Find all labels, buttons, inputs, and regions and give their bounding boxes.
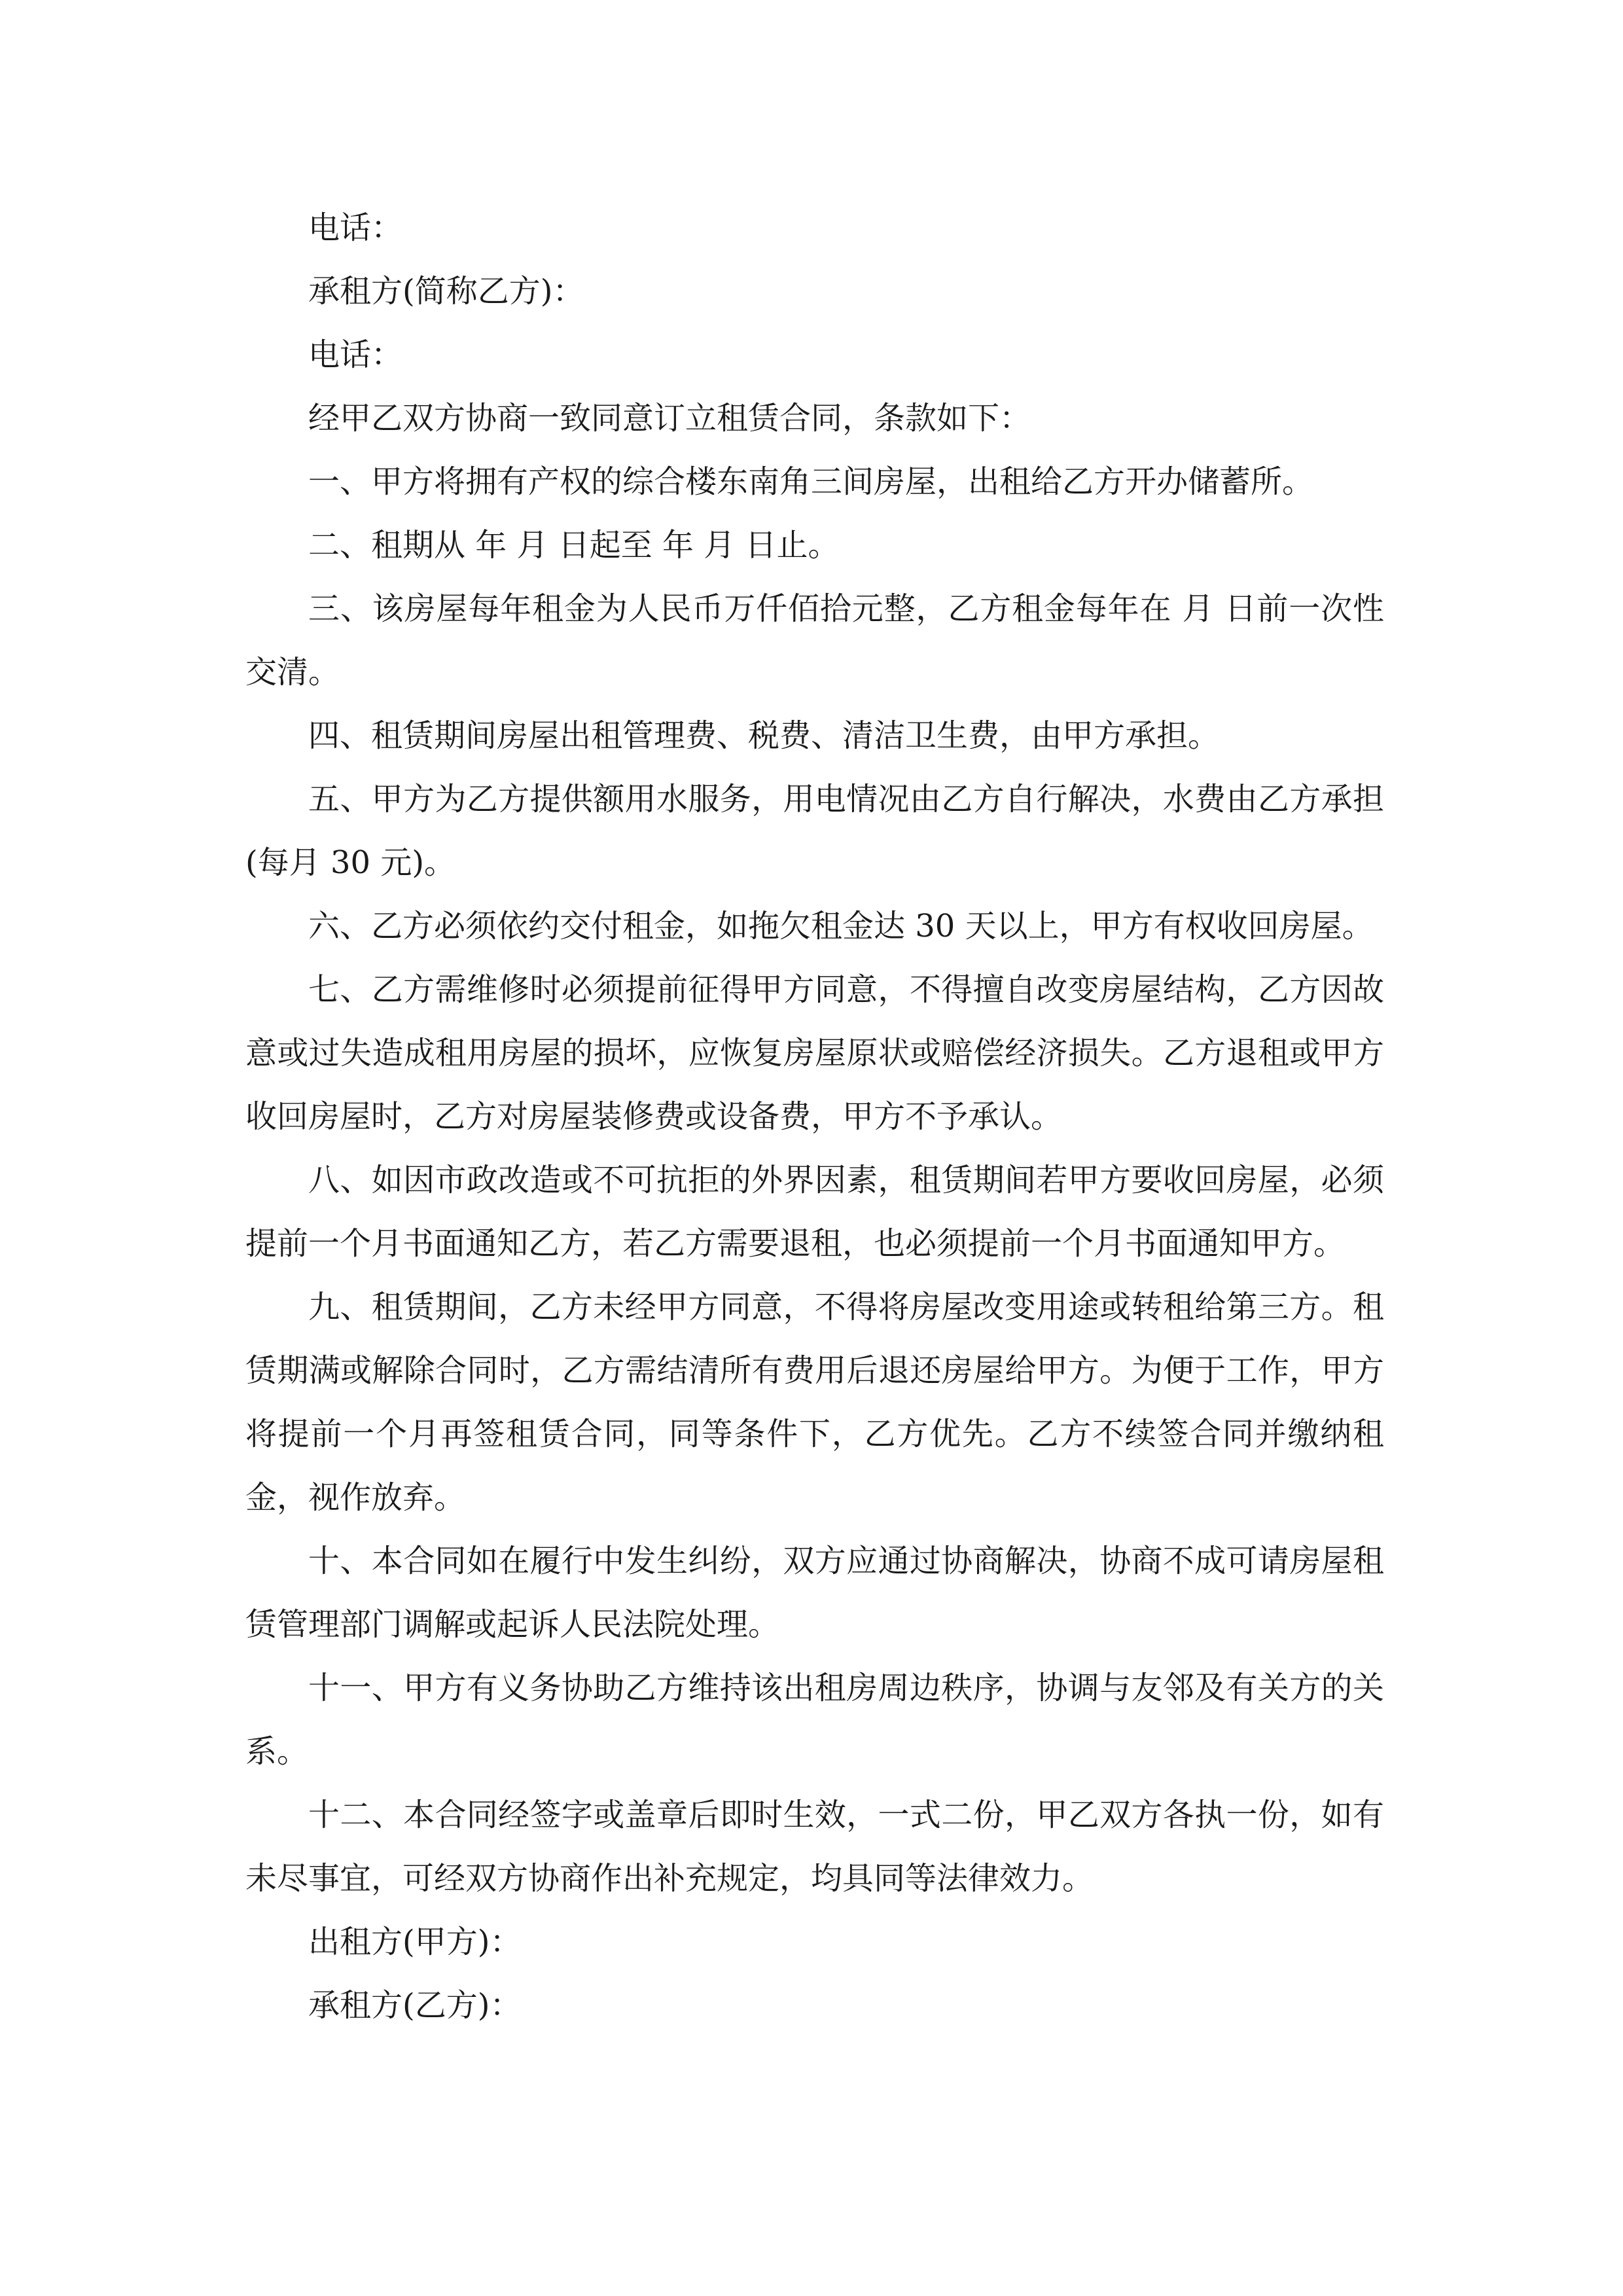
phone-line-1: 电话： (308, 209, 403, 246)
clause-7: 七、乙方需维修时必须提前征得甲方同意，不得擅自改变房屋结构，乙方因故意或过失造成租用房屋的损坏，应恢复房屋原状或赔偿经济损失。乙方退租或甲方收回房屋时，乙方对房屋装修费或设备费，甲方不予承认。 (245, 971, 1384, 1135)
clause-12: 十二、本合同经签字或盖章后即时生效，一式二份，甲乙双方各执一份，如有未尽事宜，可经双方协商作出补充规定，均具同等法律效力。 (245, 1797, 1384, 1897)
signature-lessee: 承租方(乙方)： (308, 1987, 522, 2024)
phone-line-2: 电话： (308, 336, 403, 373)
clause-8: 八、如因市政改造或不可抗拒的外界因素，租赁期间若甲方要收回房屋，必须提前一个月书面通知乙方，若乙方需要退租，也必须提前一个月书面通知甲方。 (245, 1162, 1384, 1262)
lessee-line: 承租方(简称乙方)： (308, 273, 584, 310)
clause-11: 十一、甲方有义务协助乙方维持该出租房周边秩序，协调与友邻及有关方的关系。 (245, 1670, 1384, 1770)
clause-6: 六、乙方必须依约交付租金，如拖欠租金达 30 天以上，甲方有权收回房屋。 (308, 908, 1374, 944)
clause-10: 十、本合同如在履行中发生纠纷，双方应通过协商解决，协商不成可请房屋租赁管理部门调解或起诉人民法院处理。 (245, 1543, 1384, 1643)
signature-lessor: 出租方(甲方)： (308, 1924, 522, 1960)
clause-1: 一、甲方将拥有产权的综合楼东南角三间房屋，出租给乙方开办储蓄所。 (308, 463, 1314, 500)
contract-body (245, 196, 1384, 2037)
clause-9: 九、租赁期间，乙方未经甲方同意，不得将房屋改变用途或转租给第三方。租赁期满或解除合同时，乙方需结清所有费用后退还房屋给甲方。为便于工作，甲方将提前一个月再签租赁合同，同等条件下，乙方优先。乙方不续签合同并缴纳租金，视作放弃。 (245, 1289, 1384, 1516)
preamble: 经甲乙双方协商一致同意订立租赁合同，条款如下： (308, 400, 1031, 437)
clause-3: 三、该房屋每年租金为人民币万仟佰拾元整，乙方租金每年在 月 日前一次性交清。 (245, 590, 1384, 691)
clause-2: 二、租期从 年 月 日起至 年 月 日止。 (308, 527, 840, 564)
clause-4: 四、租赁期间房屋出租管理费、税费、清洁卫生费，由甲方承担。 (308, 717, 1220, 754)
clause-5: 五、甲方为乙方提供额用水服务，用电情况由乙方自行解决，水费由乙方承担(每月 30 元)。 (245, 781, 1384, 881)
